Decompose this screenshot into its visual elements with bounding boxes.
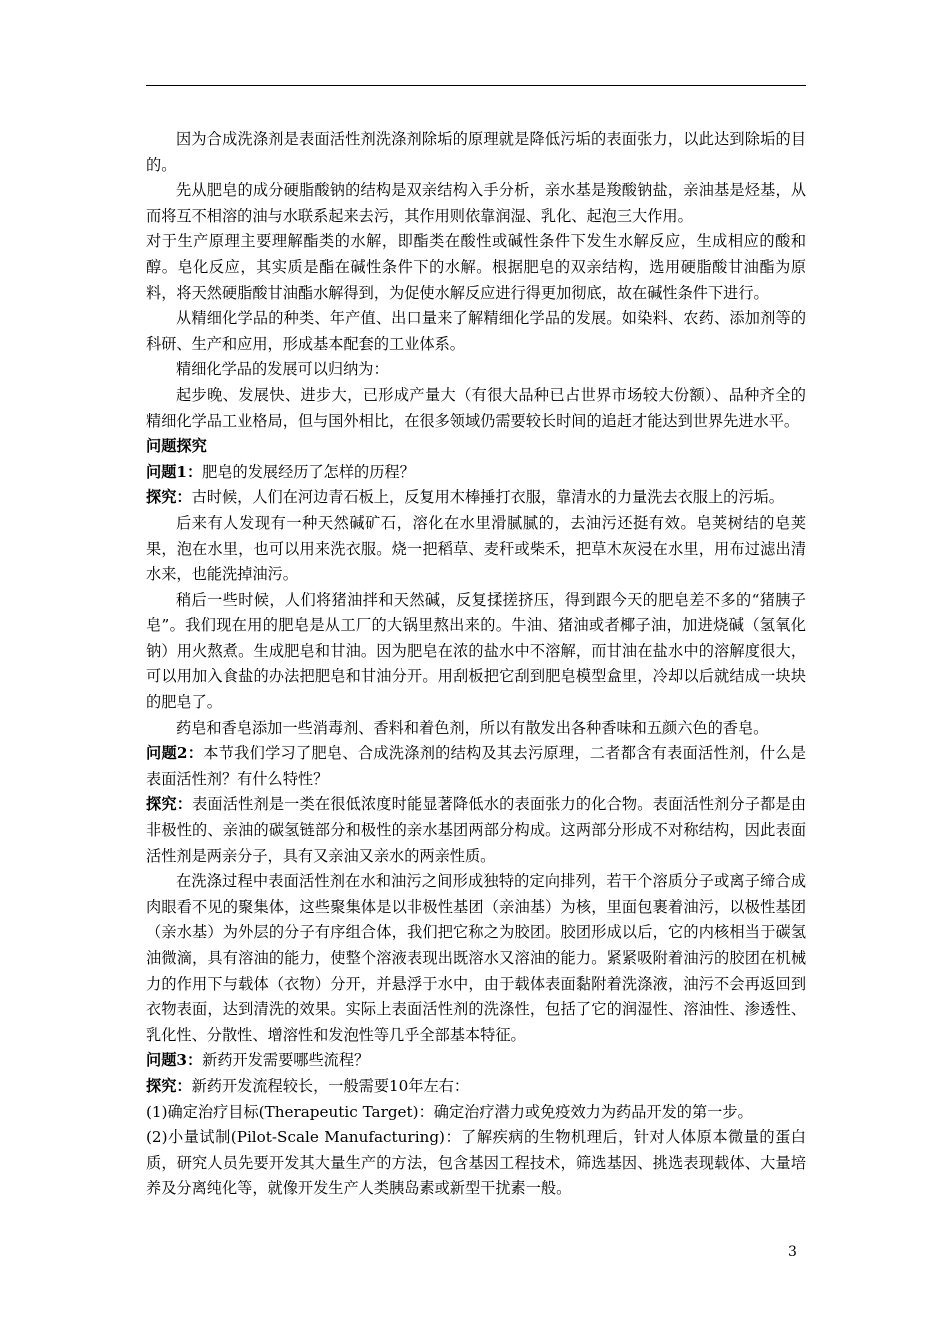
paragraph-3: 对于生产原理主要理解酯类的水解，即酯类在酸性或碱性条件下发生水解反应，生成相应的酸和醇。皂化反应，其实质是酯在碱性条件下的水解。根据肥皂的双亲结构，选用硬脂酸甘油酯为原料，将天然硬脂酸甘油酯水解得到，为促使水解反应进行得更加彻底，故在碱性条件下进行。 <box>146 232 806 302</box>
answer-1-text: 古时候，人们在河边青石板上，反复用木棒捶打衣服，靠清水的力量洗去衣服上的污垢。 <box>191 488 784 507</box>
paragraph-6: 起步晚、发展快、进步大，已形成产量大（有很大品种已占世界市场较大份额）、品种齐全的精细化学品工业格局，但与国外相比，在很多领域仍需要较长时间的追赶才能达到世界先进水平。 <box>146 385 806 430</box>
page-number: 3 <box>788 1244 797 1260</box>
question-3-label: 问题3： <box>146 1051 203 1070</box>
question-3 <box>146 1048 806 1074</box>
paragraph-11: 稍后一些时候，人们将猪油拌和天然碱，反复揉搓挤压，得到跟今天的肥皂差不多的“猪胰子皂”。我们现在用的肥皂是从工厂的大锅里熬出来的。牛油、猪油或者椰子油，加进烧碱（氢氧化钠）用火熬煮。生成肥皂和甘油。因为肥皂在浓的盐水中不溶解，而甘油在盐水中的溶解度很大，可以用加入食盐的办法把肥皂和甘油分开。用刮板把它刮到肥皂模型盒里，冷却以后就结成一块块的肥皂了。 <box>146 590 806 712</box>
paragraph-2: 先从肥皂的成分硬脂酸钠的结构是双亲结构入手分析，亲水基是羧酸钠盐，亲油基是烃基，从而将互不相溶的油与水联系起来去污，其作用则依靠润湿、乳化、起泡三大作用。 <box>146 181 806 225</box>
answer-3-label: 探究： <box>146 1076 192 1095</box>
section-heading: 问题探究 <box>146 437 207 456</box>
list-item-2: (2)小量试制(Pilot-Scale Manufacturing)：了解疾病的生物机理后，针对人体原本微量的蛋白质，研究人员先要开发其大量生产的方法，包含基因工程技术，筛选基因、挑选表现载体、大量培养及分离纯化等，就像开发生产人类胰岛素或新型干扰素一般。 <box>146 1128 806 1198</box>
answer-3 <box>146 1074 806 1100</box>
document-body <box>146 127 806 1202</box>
paragraph-10: 后来有人发现有一种天然碱矿石，溶化在水里滑腻腻的，去油污还挺有效。皂荚树结的皂荚果，泡在水里，也可以用来洗衣服。烧一把稻草、麦秆或柴禾，把草木灰浸在水里，用布过滤出清水来，也能洗掉油污。 <box>146 513 806 584</box>
answer-1 <box>146 485 806 511</box>
paragraph-4: 从精细化学品的种类、年产值、出口量来了解精细化学品的发展。如染料、农药、添加剂等的科研、生产和应用，形成基本配套的工业体系。 <box>146 309 806 353</box>
paragraph-12: 药皂和香皂添加一些消毒剂、香料和着色剂，所以有散发出各种香味和五颜六色的香皂。 <box>176 718 769 737</box>
question-1 <box>146 460 806 486</box>
question-3-text: 新药开发需要哪些流程？ <box>202 1051 370 1070</box>
question-2 <box>146 741 806 792</box>
answer-3-text: 新药开发流程较长，一般需要10年左右： <box>191 1076 470 1095</box>
answer-2-text: 表面活性剂是一类在很低浓度时能显著降低水的表面张力的化合物。表面活性剂分子都是由非极性的、亲油的碳氢链部分和极性的亲水基团两部分构成。这两部分形成不对称结构，因此表面活性剂是两亲分子，具有又亲油又亲水的两亲性质。 <box>146 795 807 865</box>
paragraph-15: 在洗涤过程中表面活性剂在水和油污之间形成独特的定向排列，若干个溶质分子或离子缔合成肉眼看不见的聚集体，这些聚集体是以非极性基团（亲油基）为核，里面包裹着油污，以极性基团（亲水基）为外层的分子有序组合体，我们把它称之为胶团。胶团形成以后，它的内核相当于碳氢油微滴，具有溶油的能力，使整个溶液表现出既溶水又溶油的能力。紧紧吸附着油污的胶团在机械力的作用下与载体（衣物）分开，并悬浮于水中，由于载体表面黏附着洗涤液，油污不会再返回到衣物表面，达到清洗的效果。实际上表面活性剂的洗涤性，包括了它的润湿性、溶油性、渗透性、乳化性、分散性、增溶性和发泡性等几乎全部基本特征。 <box>146 872 806 1044</box>
header-rule <box>146 85 806 86</box>
answer-1-label: 探究： <box>146 488 192 507</box>
question-1-label: 问题1： <box>146 462 203 481</box>
paragraph-1: 因为合成洗涤剂是表面活性剂洗涤剂除垢的原理就是降低污垢的表面张力，以此达到除垢的目的。 <box>146 130 806 174</box>
answer-2-label: 探究： <box>146 795 193 814</box>
paragraph-5: 精细化学品的发展可以归纳为： <box>176 360 389 379</box>
answer-2 <box>146 792 806 869</box>
question-2-text: 本节我们学习了肥皂、合成洗涤剂的结构及其去污原理，二者都含有表面活性剂，什么是表面活性剂？有什么特性？ <box>146 744 806 788</box>
list-item-1: (1)确定治疗目标(Therapeutic Target)：确定治疗潜力或免疫效力为药品开发的第一步。 <box>146 1102 753 1121</box>
question-1-text: 肥皂的发展经历了怎样的历程？ <box>202 462 415 481</box>
question-2-label: 问题2： <box>146 744 204 763</box>
